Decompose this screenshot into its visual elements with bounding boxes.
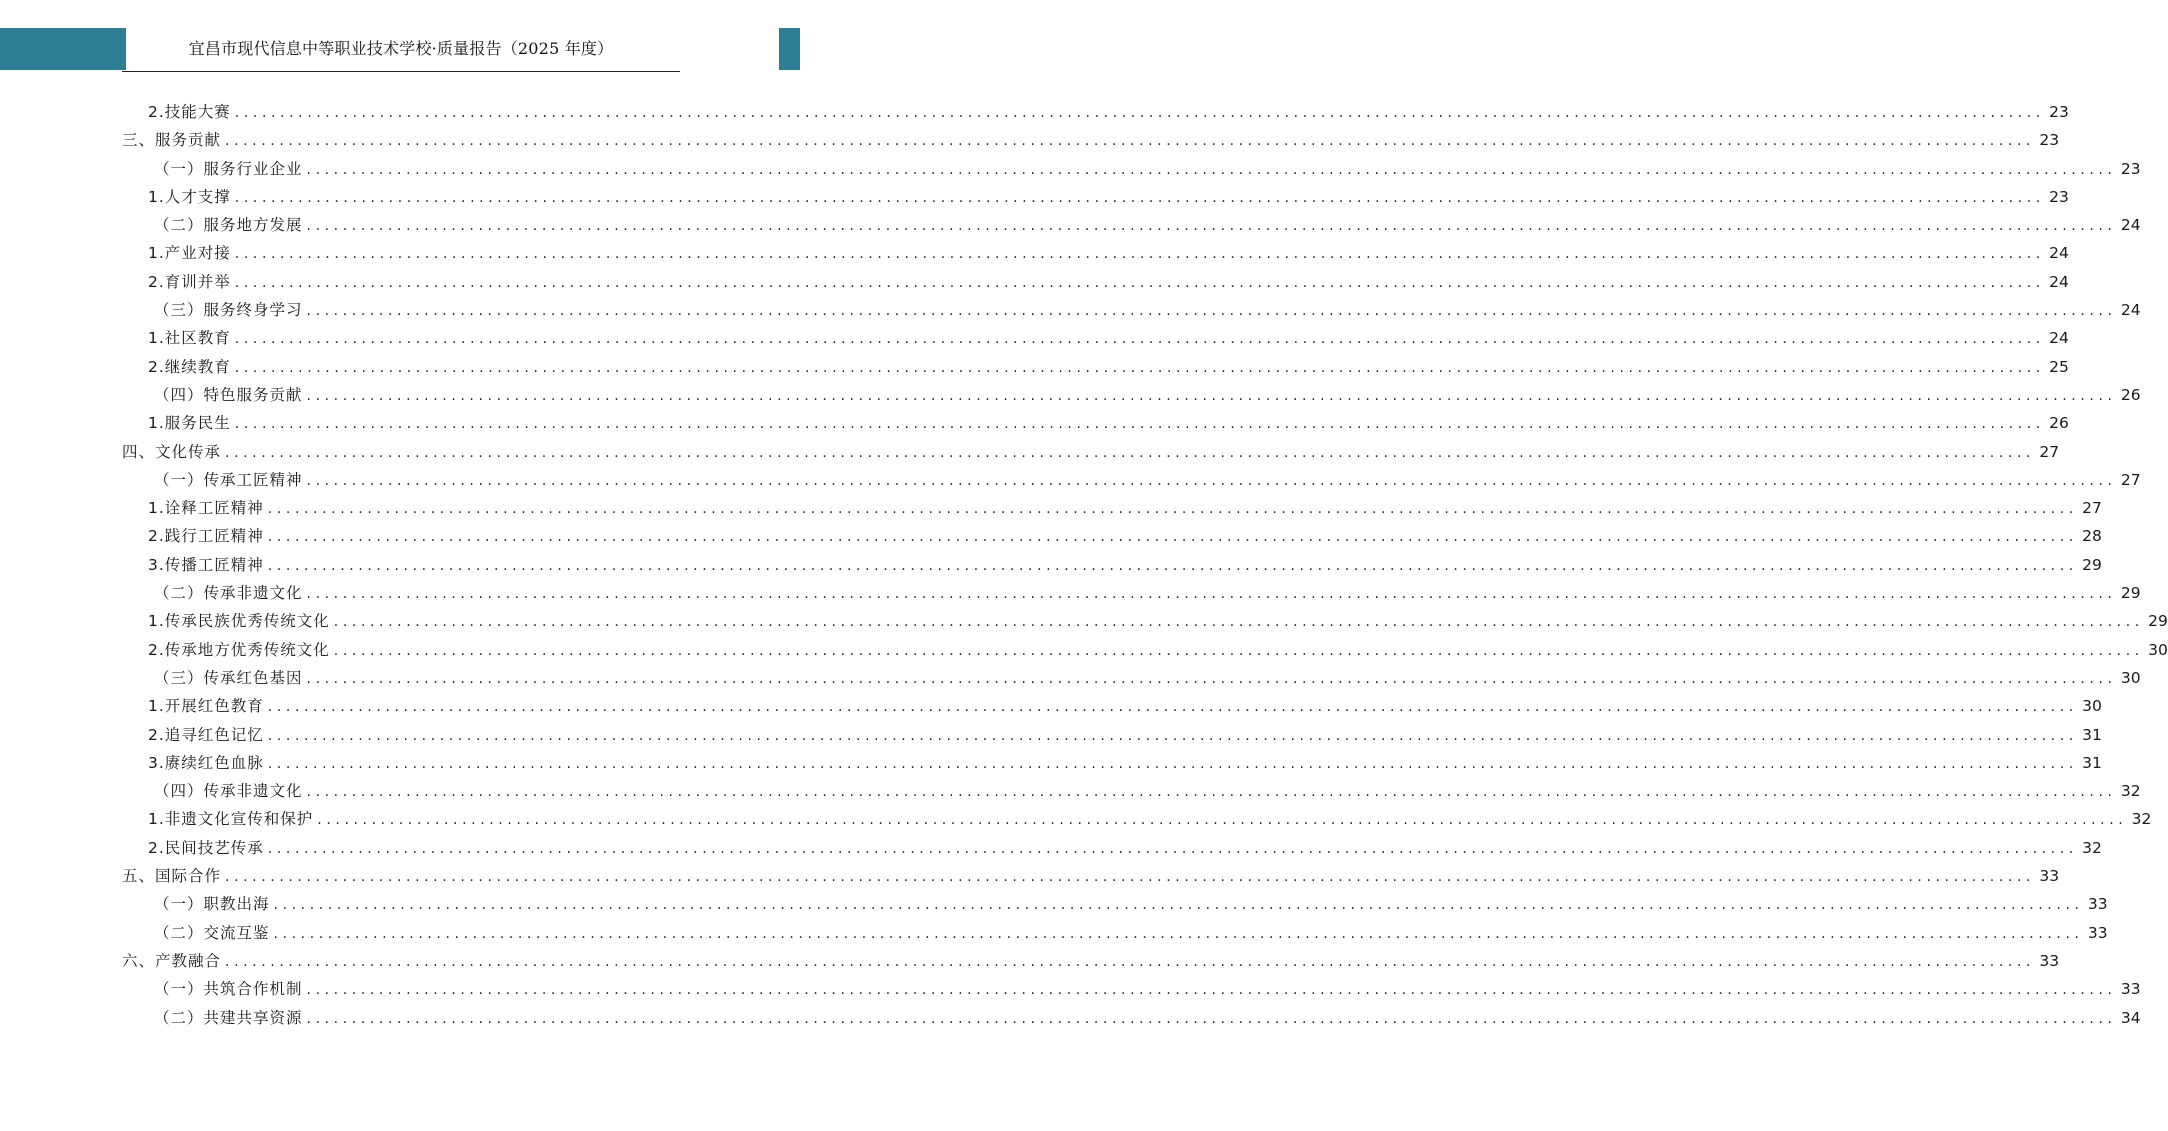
toc-page-number: 29 — [2148, 612, 2168, 631]
toc-entry-label: （二）传承非遗文化 — [154, 584, 303, 603]
page-header-title: 宜昌市现代信息中等职业技术学校·质量报告（2025 年度） — [188, 39, 614, 58]
toc-dot-leader: ........................................................................................................................................................................................................ — [225, 133, 2036, 150]
toc-entry-label: 2.践行工匠精神 — [148, 527, 264, 546]
toc-entry[interactable] — [122, 211, 2141, 239]
toc-dot-leader: ........................................................................................................................................................................................................ — [317, 812, 2128, 829]
toc-entry[interactable] — [122, 975, 2141, 1003]
toc-entry-label: （二）交流互鉴 — [154, 923, 270, 942]
toc-entry[interactable] — [122, 466, 2141, 494]
toc-dot-leader: ........................................................................................................................................................................................................ — [333, 642, 2144, 659]
toc-dot-leader: ........................................................................................................................................................................................................ — [267, 529, 2078, 546]
toc-dot-leader: ........................................................................................................................................................................................................ — [267, 699, 2078, 716]
toc-dot-leader: ........................................................................................................................................................................................................ — [273, 897, 2084, 914]
toc-entry-label: 2.追寻红色记忆 — [148, 725, 264, 744]
toc-page-number: 32 — [2082, 838, 2102, 857]
toc-page-number: 31 — [2082, 753, 2102, 772]
toc-entry[interactable] — [122, 268, 2069, 296]
toc-entry[interactable] — [122, 381, 2141, 409]
toc-page-number: 30 — [2120, 668, 2141, 687]
toc-entry[interactable] — [122, 664, 2141, 692]
toc-page-number: 27 — [2120, 470, 2141, 489]
toc-entry[interactable] — [122, 947, 2060, 975]
toc-page-number: 32 — [2131, 810, 2152, 829]
toc-entry-label: 1.服务民生 — [148, 414, 231, 433]
toc-dot-leader: ........................................................................................................................................................................................................ — [225, 444, 2036, 461]
toc-page-number: 30 — [2082, 697, 2102, 716]
toc-page-number: 27 — [2039, 442, 2060, 461]
toc-entry[interactable] — [122, 1004, 2141, 1032]
toc-entry-label: 1.社区教育 — [148, 329, 231, 348]
toc-entry-label: 1.产业对接 — [148, 244, 231, 263]
toc-entry-label: （三）传承红色基因 — [154, 668, 303, 687]
toc-entry[interactable] — [122, 749, 2102, 777]
toc-page-number: 32 — [2120, 782, 2141, 801]
toc-page-number: 33 — [2087, 895, 2108, 914]
toc-entry-label: 2.技能大赛 — [148, 103, 231, 121]
toc-page-number: 33 — [2120, 980, 2141, 999]
toc-entry-label: （一）服务行业企业 — [154, 159, 303, 178]
toc-page-number: 34 — [2120, 1008, 2141, 1027]
toc-entry-label: 四、文化传承 — [122, 442, 222, 461]
toc-page-number: 33 — [2087, 923, 2108, 942]
toc-entry[interactable] — [122, 721, 2102, 749]
toc-page-number: 31 — [2082, 725, 2102, 744]
toc-dot-leader: ........................................................................................................................................................................................................ — [234, 189, 2045, 206]
header-accent-band-left — [0, 28, 126, 70]
toc-dot-leader: ........................................................................................................................................................................................................ — [225, 953, 2036, 970]
toc-entry-label: （一）共筑合作机制 — [154, 980, 303, 999]
table-of-contents — [122, 98, 2168, 1032]
toc-entry-label: （三）服务终身学习 — [154, 301, 303, 320]
toc-entry[interactable] — [122, 409, 2069, 437]
toc-dot-leader: ........................................................................................................................................................................................................ — [234, 331, 2045, 348]
toc-entry[interactable] — [122, 834, 2102, 862]
toc-dot-leader: ........................................................................................................................................................................................................ — [306, 218, 2117, 235]
toc-dot-leader: ........................................................................................................................................................................................................ — [234, 359, 2045, 376]
toc-dot-leader: ........................................................................................................................................................................................................ — [267, 755, 2078, 772]
toc-entry[interactable] — [122, 636, 2168, 664]
toc-dot-leader: ........................................................................................................................................................................................................ — [234, 274, 2045, 291]
toc-page-number: 25 — [2049, 357, 2069, 376]
toc-entry-label: （四）特色服务贡献 — [154, 385, 303, 404]
toc-dot-leader: ........................................................................................................................................................................................................ — [267, 501, 2078, 518]
toc-entry[interactable] — [122, 522, 2102, 550]
toc-dot-leader: ........................................................................................................................................................................................................ — [306, 670, 2117, 687]
toc-entry-label: 1.传承民族优秀传统文化 — [148, 612, 330, 631]
toc-entry-label: 2.育训并举 — [148, 272, 231, 291]
toc-entry[interactable] — [122, 296, 2141, 324]
toc-page-number: 27 — [2082, 499, 2102, 518]
toc-entry-label: 三、服务贡献 — [122, 131, 222, 150]
toc-entry[interactable] — [122, 494, 2102, 522]
toc-entry-label: （一）职教出海 — [154, 895, 270, 914]
toc-entry[interactable] — [122, 551, 2102, 579]
toc-entry-label: 2.继续教育 — [148, 357, 231, 376]
toc-dot-leader: ........................................................................................................................................................................................................ — [234, 105, 2045, 121]
toc-entry[interactable] — [122, 607, 2168, 635]
toc-page-number: 24 — [2049, 272, 2069, 291]
toc-entry[interactable] — [122, 126, 2060, 154]
toc-entry-label: 五、国际合作 — [122, 867, 222, 886]
toc-page-number: 29 — [2120, 584, 2141, 603]
toc-entry[interactable] — [122, 805, 2152, 833]
toc-page-number: 23 — [2039, 131, 2060, 150]
toc-dot-leader: ........................................................................................................................................................................................................ — [267, 840, 2078, 857]
toc-entry[interactable] — [122, 155, 2141, 183]
toc-dot-leader: ........................................................................................................................................................................................................ — [306, 586, 2117, 603]
toc-entry-label: 1.开展红色教育 — [148, 697, 264, 716]
toc-page-number: 33 — [2039, 951, 2060, 970]
toc-entry[interactable] — [122, 98, 2069, 126]
toc-entry-label: 1.人才支撑 — [148, 187, 231, 206]
toc-page-number: 26 — [2120, 385, 2141, 404]
toc-dot-leader: ........................................................................................................................................................................................................ — [234, 416, 2045, 433]
toc-entry[interactable] — [122, 890, 2108, 918]
toc-entry-label: （一）传承工匠精神 — [154, 470, 303, 489]
toc-entry[interactable] — [122, 438, 2060, 466]
toc-dot-leader: ........................................................................................................................................................................................................ — [306, 784, 2117, 801]
toc-page-number: 23 — [2049, 187, 2069, 206]
toc-entry-label: 2.传承地方优秀传统文化 — [148, 640, 330, 659]
toc-dot-leader: ........................................................................................................................................................................................................ — [306, 1010, 2117, 1027]
toc-entry[interactable] — [122, 239, 2069, 267]
toc-entry-label: 3.赓续红色血脉 — [148, 753, 264, 772]
toc-entry[interactable] — [122, 862, 2060, 890]
toc-entry-label: （二）共建共享资源 — [154, 1008, 303, 1027]
toc-page-number: 29 — [2082, 555, 2102, 574]
toc-dot-leader: ........................................................................................................................................................................................................ — [306, 161, 2117, 178]
toc-entry[interactable] — [122, 353, 2069, 381]
toc-entry-label: （四）传承非遗文化 — [154, 782, 303, 801]
toc-entry[interactable] — [122, 692, 2102, 720]
toc-page-number: 24 — [2049, 244, 2069, 263]
header-divider — [122, 71, 680, 72]
toc-page-number: 26 — [2049, 414, 2069, 433]
toc-dot-leader: ........................................................................................................................................................................................................ — [306, 472, 2117, 489]
toc-entry-label: 1.非遗文化宣传和保护 — [148, 810, 314, 829]
header-accent-band-right — [779, 28, 800, 70]
toc-page-number: 24 — [2120, 301, 2141, 320]
toc-page-number: 23 — [2120, 159, 2141, 178]
toc-entry-label: 2.民间技艺传承 — [148, 838, 264, 857]
toc-entry-label: 六、产教融合 — [122, 951, 222, 970]
toc-dot-leader: ........................................................................................................................................................................................................ — [333, 614, 2144, 631]
toc-dot-leader: ........................................................................................................................................................................................................ — [306, 387, 2117, 404]
toc-entry-label: 1.诠释工匠精神 — [148, 499, 264, 518]
toc-dot-leader: ........................................................................................................................................................................................................ — [234, 246, 2045, 263]
toc-dot-leader: ........................................................................................................................................................................................................ — [273, 925, 2084, 942]
toc-page-number: 33 — [2039, 867, 2060, 886]
toc-entry[interactable] — [122, 324, 2069, 352]
toc-page-number: 24 — [2120, 216, 2141, 235]
toc-dot-leader: ........................................................................................................................................................................................................ — [306, 303, 2117, 320]
toc-entry[interactable] — [122, 579, 2141, 607]
toc-dot-leader: ........................................................................................................................................................................................................ — [225, 869, 2036, 886]
toc-page-number: 28 — [2082, 527, 2102, 546]
toc-dot-leader: ........................................................................................................................................................................................................ — [267, 557, 2078, 574]
toc-entry-label: 3.传播工匠精神 — [148, 555, 264, 574]
toc-page-number: 24 — [2049, 329, 2069, 348]
toc-entry[interactable] — [122, 919, 2108, 947]
toc-dot-leader: ........................................................................................................................................................................................................ — [306, 982, 2117, 999]
toc-dot-leader: ........................................................................................................................................................................................................ — [267, 727, 2078, 744]
toc-entry[interactable] — [122, 777, 2141, 805]
toc-page-number: 23 — [2049, 103, 2069, 121]
toc-page-number: 30 — [2148, 640, 2168, 659]
toc-entry[interactable] — [122, 183, 2069, 211]
toc-entry-label: （二）服务地方发展 — [154, 216, 303, 235]
